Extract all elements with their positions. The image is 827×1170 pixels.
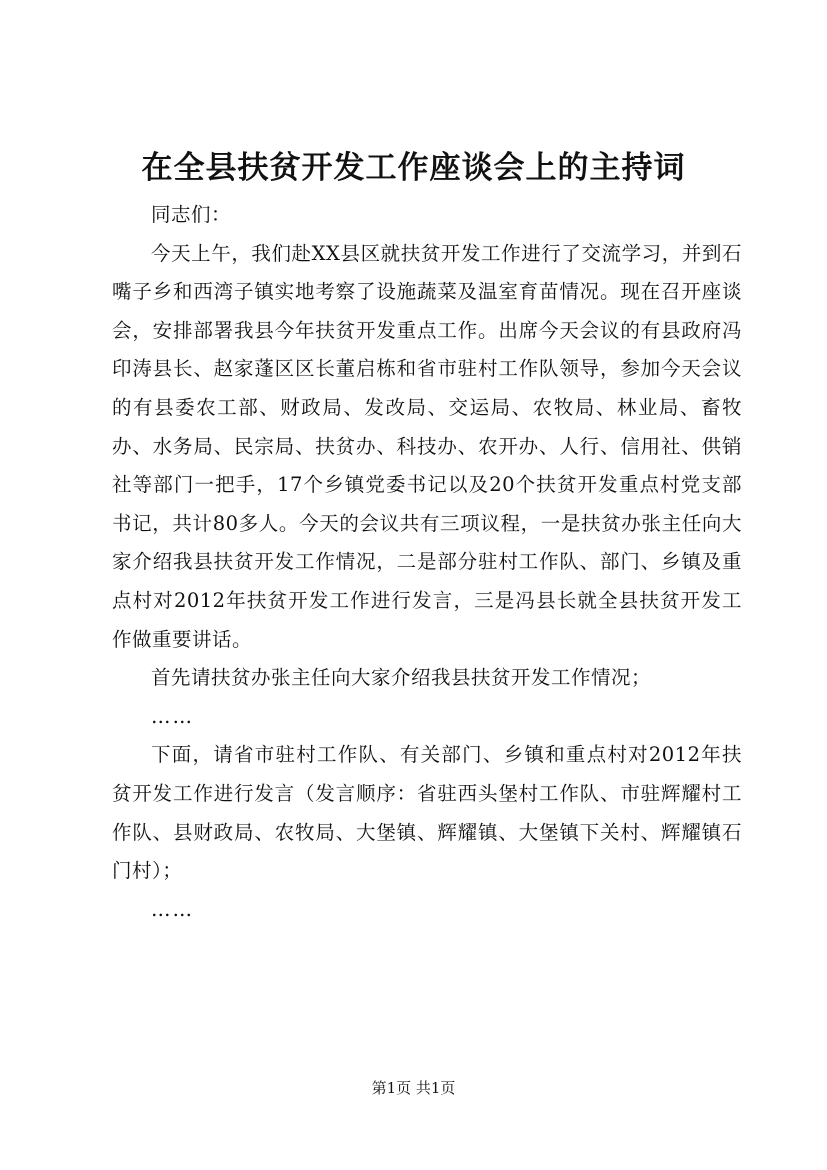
document-body bbox=[112, 196, 742, 929]
document-title: 在全县扶贫开发工作座谈会上的主持词 bbox=[141, 150, 686, 186]
ellipsis-paragraph: …… bbox=[151, 897, 194, 921]
salutation-paragraph: 同志们： bbox=[151, 203, 232, 226]
second-agenda-paragraph: 下面，请省市驻村工作队、有关部门、乡镇和重点村对2012年扶贫开发工作进行发言（发言顺序：省驻西头堡村工作队、市驻辉耀村工作队、县财政局、农牧局、大堡镇、辉耀镇、大堡镇下关村、辉耀镇石门村）； bbox=[112, 743, 742, 883]
intro-paragraph: 今天上午，我们赴XX县区就扶贫开发工作进行了交流学习，并到石嘴子乡和西湾子镇实地考察了设施蔬菜及温室育苗情况。现在召开座谈会，安排部署我县今年扶贫开发重点工作。出席今天会议的有县政府冯印涛县长、赵家蓬区区长董启栋和省市驻村工作队领导，参加今天会议的有县委农工部、财政局、发改局、交运局、农牧局、林业局、畜牧办、水务局、民宗局、扶贫办、科技办、农开办、人行、信用社、供销社等部门一把手，17个乡镇党委书记以及20个扶贫开发重点村党支部书记，共计80多人。今天的会议共有三项议程，一是扶贫办张主任向大家介绍我县扶贫开发工作情况，二是部分驻村工作队、部门、乡镇及重点村对2012年扶贫开发工作进行发言，三是冯县长就全县扶贫开发工作做重要讲话。 bbox=[112, 241, 742, 651]
page-footer bbox=[0, 1077, 827, 1099]
page-number-label: 第1页 共1页 bbox=[371, 1079, 456, 1097]
ellipsis-paragraph: …… bbox=[151, 704, 194, 728]
first-agenda-paragraph: 首先请扶贫办张主任向大家介绍我县扶贫开发工作情况； bbox=[151, 666, 652, 690]
